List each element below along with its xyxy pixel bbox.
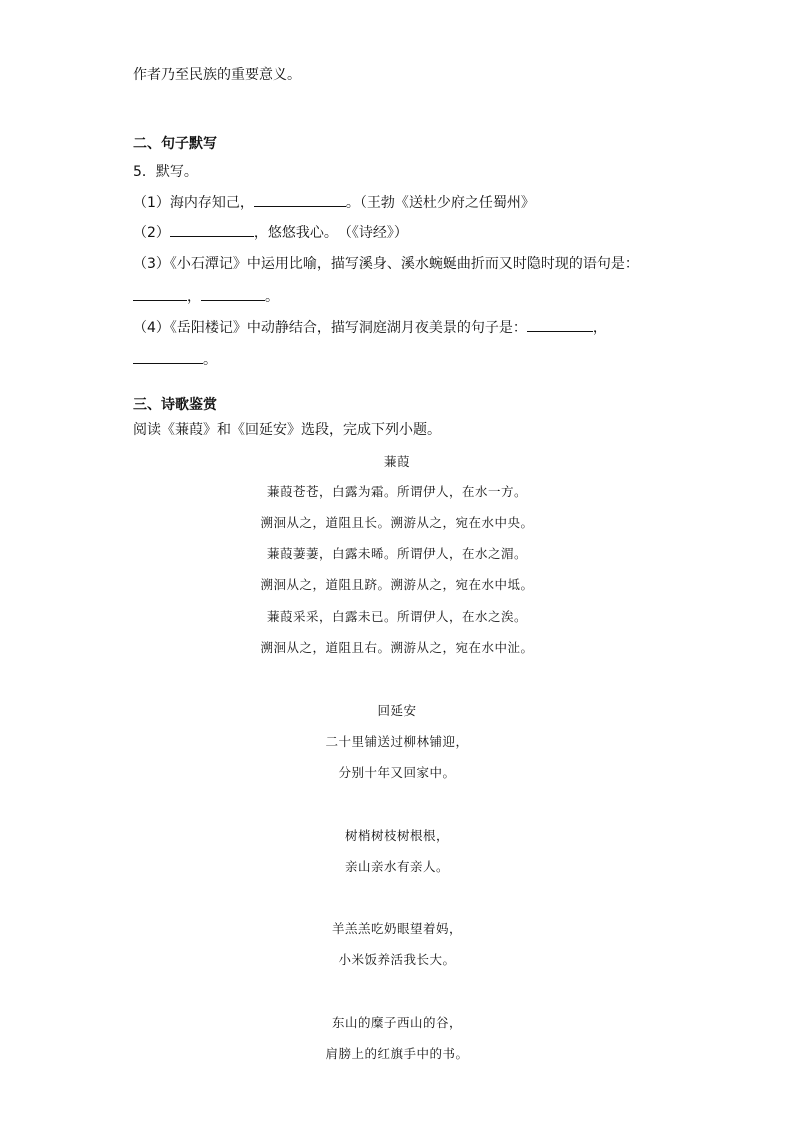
poem-line: 肩膀上的红旗手中的书。 bbox=[325, 1046, 469, 1061]
item-number: （2） bbox=[133, 225, 170, 241]
poem-2-title: 回延安 bbox=[377, 703, 417, 718]
q5-item-3-answers bbox=[133, 287, 279, 306]
item-text: ，悠悠我心。 （《诗经》） bbox=[253, 225, 408, 241]
q5-item-2 bbox=[133, 223, 408, 242]
comma: ， bbox=[187, 289, 201, 305]
poem-line: 小米饭养活我长大。 bbox=[338, 952, 456, 967]
section-3-instruction: 阅读《蒹葭》和《回延安》选段，完成下列小题。 bbox=[133, 422, 441, 438]
q5-item-1 bbox=[133, 193, 535, 212]
item-number: （4） bbox=[133, 320, 170, 336]
poem-line: 羊羔羔吃奶眼望着妈， bbox=[331, 921, 462, 936]
period: 。 bbox=[203, 352, 217, 368]
item-number: （3） bbox=[133, 256, 170, 272]
q5-item-4-answers bbox=[133, 350, 217, 369]
answer-blank[interactable] bbox=[133, 350, 203, 364]
poem-line: 蒹葭采采，白露未已。所谓伊人，在水之涘。 bbox=[266, 609, 527, 624]
section-2-heading: 二、句子默写 bbox=[133, 136, 217, 152]
item-source: 。（王勃《送杜少府之任蜀州》 bbox=[345, 195, 535, 211]
answer-blank[interactable] bbox=[254, 193, 346, 207]
intro-tail-text: 作者乃至民族的重要意义。 bbox=[133, 67, 301, 83]
q5-item-4 bbox=[133, 318, 607, 337]
answer-blank[interactable] bbox=[133, 287, 187, 301]
comma: ， bbox=[592, 320, 607, 336]
question-5-label: 5．默写。 bbox=[133, 164, 198, 180]
item-text: 海内存知己， bbox=[169, 195, 254, 211]
section-3-heading: 三、诗歌鉴赏 bbox=[133, 397, 217, 413]
period: 。 bbox=[265, 289, 279, 305]
answer-blank[interactable] bbox=[527, 318, 593, 332]
item-number: （1） bbox=[133, 195, 170, 211]
poem-line: 东山的糜子西山的谷， bbox=[331, 1015, 462, 1030]
poem-line: 二十里铺送过柳林铺迎， bbox=[325, 734, 469, 749]
poem-line: 蒹葭苍苍，白露为霜。所谓伊人，在水一方。 bbox=[266, 484, 527, 499]
q5-item-3 bbox=[133, 255, 639, 273]
poem-line: 亲山亲水有亲人。 bbox=[344, 859, 449, 874]
item-text: 《岳阳楼记》中动静结合，描写洞庭湖月夜美景的句子是： bbox=[169, 320, 527, 336]
poem-line: 溯洄从之，道阻且长。溯游从之，宛在水中央。 bbox=[260, 515, 534, 530]
answer-blank[interactable] bbox=[201, 287, 265, 301]
poem-line: 树梢树枝树根根， bbox=[344, 828, 449, 843]
answer-blank[interactable] bbox=[170, 223, 254, 237]
poem-line: 蒹葭萋萋，白露未晞。所谓伊人，在水之湄。 bbox=[266, 546, 527, 561]
poem-line: 溯洄从之，道阻且右。溯游从之，宛在水中沚。 bbox=[260, 640, 534, 655]
item-text: 《小石潭记》中运用比喻，描写溪身、溪水蜿蜒曲折而又时隐时现的语句是： bbox=[169, 256, 639, 272]
poem-line: 分别十年又回家中。 bbox=[338, 765, 456, 780]
poem-line: 溯洄从之，道阻且跻。溯游从之，宛在水中坻。 bbox=[260, 577, 534, 592]
poem-1-title: 蒹葭 bbox=[383, 454, 410, 469]
